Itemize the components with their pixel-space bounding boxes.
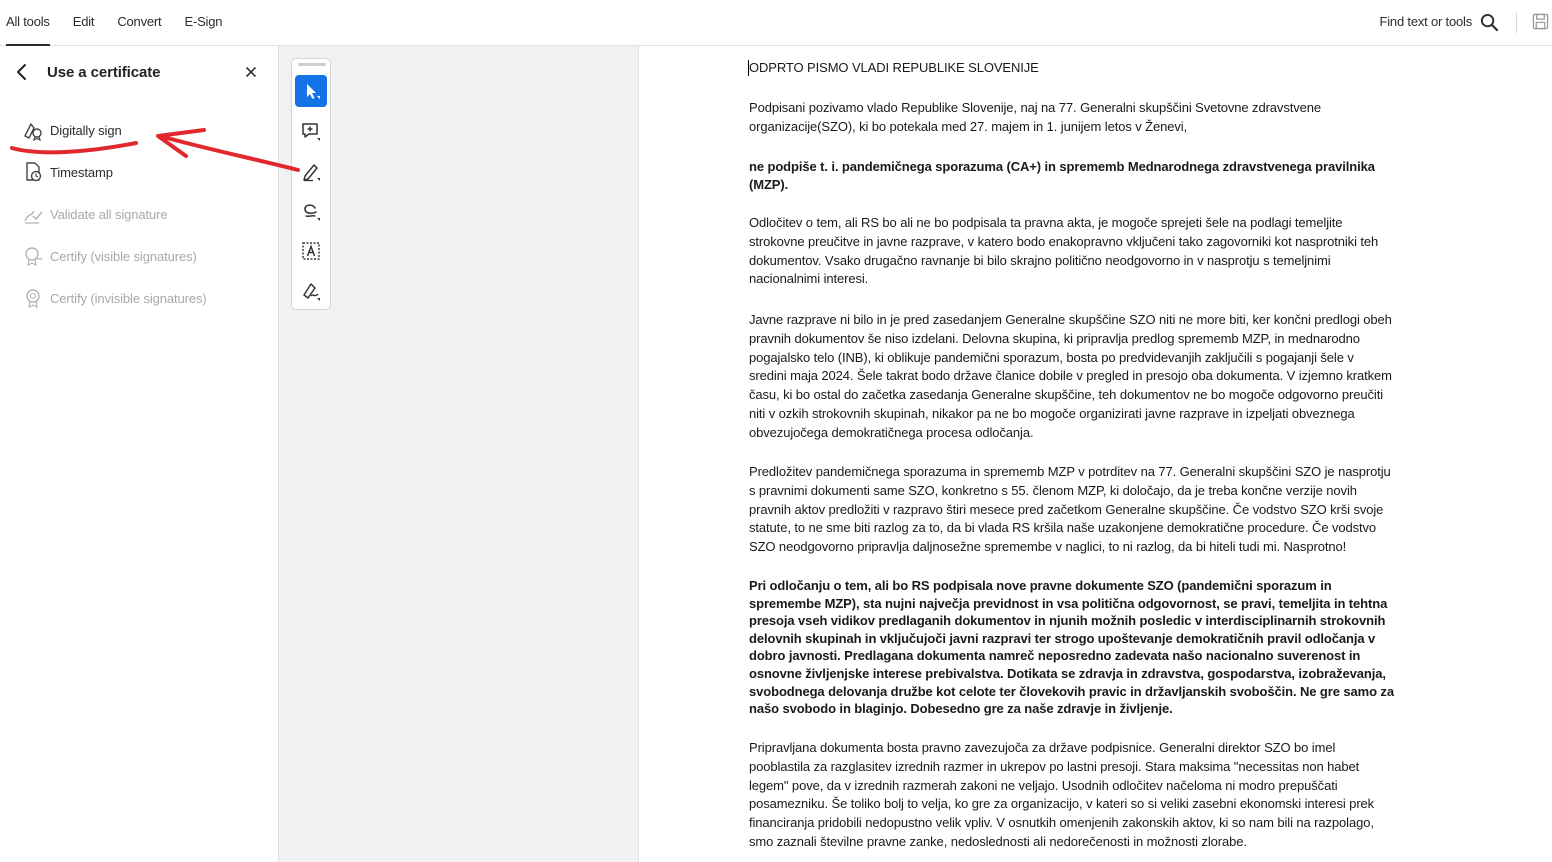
document-line: Predložitev pandemičnega sporazuma in sprememb MZP v potrditev na 77. Generalni skupščini SZO je nasprotju: [749, 464, 1391, 479]
timestamp-item[interactable]: [18, 156, 258, 188]
validate-all-signature-label: Validate all signature: [50, 206, 168, 222]
document-line: smo zaznali številne pravne zanke, nedoslednosti ali nedorečenosti in možnosti zlorabe.: [749, 833, 1247, 849]
search-icon[interactable]: [1480, 13, 1499, 32]
digital-sign-icon: [22, 119, 44, 141]
document-line: posamezniku. Še toliko bolj to velja, ko gre za organizacijo, v kateri so si veliki zasebni ekonomski interesi prek: [749, 796, 1375, 812]
menu-tabs: [0, 0, 239, 46]
close-icon[interactable]: [244, 65, 258, 79]
document-line: (MZP).: [749, 176, 789, 192]
sign-tool[interactable]: [295, 275, 327, 307]
save-icon[interactable]: [1532, 13, 1549, 30]
validate-all-signature-item: [18, 198, 258, 230]
certify-visible-item: [18, 240, 258, 272]
document-line: pravnih dokumentov še niso izdelani. Delovna skupina, ki pripravlja predlog sprememb MZP, in mednarodno: [749, 330, 1360, 346]
document-line: dokumentov. Vsako drugačno ravnanje bi bilo skrajno politično neodgovorno in v nasprotju s temeljnimi: [749, 252, 1331, 268]
document-line: dobro javnosti. Predlagana dokumenta namreč neposredno zadevata našo nacionalno suverenost in: [749, 648, 1361, 664]
document-line: spremembe MZP), sta nujni največja previdnost in vsa politična odgovornost, se pravi, temeljita in tehtna: [749, 595, 1388, 611]
text-box-icon: [300, 240, 322, 262]
tab-edit[interactable]: Edit: [72, 14, 95, 29]
pen-icon: [300, 160, 322, 182]
top-menu-bar: [0, 0, 1552, 46]
signature-pen-icon: [300, 280, 322, 302]
paragraph-7: [749, 739, 1442, 852]
document-line: svobodnega delovanja družbe kot celote ter človekovih pravic in državljanskih svoboščin. Ne gre samo za: [749, 683, 1394, 699]
digitally-sign-item[interactable]: [18, 114, 258, 146]
document-line: strokovne preučitve in javne razprave, v katero bodo enakopravno vključeni tako zagovorniki kot nasprotniki teh: [749, 233, 1379, 249]
document-line: statute, to ne sme biti razlog za to, da bi vlada RS kršila naše uzakonjene demokratične procedure. Če vodstvo: [749, 520, 1377, 536]
paragraph-4: [749, 311, 1442, 443]
document-line: SZO neodgovorno pripravlja daljnosežne spremembe v naglici, to ni razlog, da bi hiteli tudi mi. Nasprotno!: [749, 539, 1347, 555]
document-line: našo svobodo in blaginjo. Dobesedno gre za naše zdravje in življenje.: [749, 701, 1173, 717]
add-comment-tool[interactable]: [295, 115, 327, 147]
document-line: legem" pove, da v izrednih razmerah zakoni ne veljajo. Usodnih odločitev načeloma ni modro prepuščati: [749, 777, 1338, 793]
cursor-icon: [300, 80, 322, 102]
tool-strip: [279, 46, 639, 862]
document-line: niti v ozkih strokovnih skupinah, nikakor pa ne bo mogoče organizirati javne razprave in izpeljati obveznega: [749, 405, 1355, 421]
document-line: pravnih aktov predložiti v razpravo štiri mesece pred začetkom Generalne skupščine. Če vodstvo SZO krši svoje: [749, 501, 1384, 517]
paragraph-2-bold: [749, 158, 1442, 193]
document-line: osnovne življenjske interese prebivalstva. Dotikata se zdravja in zdravstva, gospodarstva, izobraževanja,: [749, 665, 1386, 681]
highlight-tool[interactable]: [295, 155, 327, 187]
document-heading: ODPRTO PISMO VLADI REPUBLIKE SLOVENIJE: [749, 60, 1039, 75]
panel-header: [0, 46, 279, 98]
tab-e-sign[interactable]: E-Sign: [184, 14, 223, 29]
document-line: Pripravljana dokumenta bosta pravno zavezujoča za države podpisnice. Generalni direktor SZO bo imel: [749, 740, 1336, 755]
document-line: s pravnimi dokumenti same SZO, konkretno s 55. členom MZP, ki določajo, da je treba končne verzije novih: [749, 482, 1357, 498]
certify-visible-label: Certify (visible signatures): [50, 248, 197, 264]
document-line: presoja vseh vidikov predlaganih dokumentov in njunih možnih posledic v interdisciplinarnih strokovnih: [749, 613, 1386, 629]
paragraph-1: [749, 99, 1442, 137]
certify-invisible-item: [18, 282, 258, 314]
document-line: času, ki bo ostal do začetka zasedanja Generalne skupščine, teh dokumentov ne bo mogoče odgovorno preučiti: [749, 387, 1384, 403]
document-line: pooblastila za razglasitev izrednih razmer in ukrepov po lastni presoji. Stara maksima "necessitas non habet: [749, 758, 1360, 774]
select-tool[interactable]: [295, 75, 327, 107]
paragraph-5: [749, 463, 1442, 557]
digitally-sign-label: Digitally sign: [50, 122, 122, 138]
document-line: organizacije(SZO), ki bo potekala med 27. majem in 1. junijem letos v Ženevi,: [749, 118, 1188, 134]
panel-title: Use a certificate: [47, 64, 161, 81]
document-line: nacionalnimi interesi.: [749, 271, 869, 287]
back-arrow-icon[interactable]: [12, 62, 32, 82]
tab-convert[interactable]: Convert: [117, 14, 162, 29]
draw-tool[interactable]: [295, 195, 327, 227]
freehand-icon: [300, 200, 322, 222]
document-line: Pri odločanju o tem, ali bo RS podpisala nove pravne dokumente SZO (pandemični sporazum in: [749, 578, 1332, 593]
tab-all-tools[interactable]: All tools: [0, 0, 56, 46]
find-text-or-tools[interactable]: Find text or tools: [1379, 14, 1472, 29]
document-line: financiranja pridobili nedopustno velik vpliv. V osnutkih omenjenih zakonskih aktov, ki so nam bili na razpolago,: [749, 815, 1374, 831]
comment-add-icon: [300, 120, 322, 142]
document-view[interactable]: [639, 46, 1552, 862]
document-line: sredini maja 2024. Šele takrat bodo države članice dobile v pregled in presojo oba dokumenta. V izjemno kratkem: [749, 368, 1392, 384]
validate-icon: [22, 203, 44, 225]
timestamp-icon: [22, 161, 44, 183]
toolbar-grip[interactable]: [298, 63, 326, 66]
certify-invisible-label: Certify (invisible signatures): [50, 290, 207, 306]
document-line: Podpisani pozivamo vlado Republike Slovenije, naj na 77. Generalni skupščini Svetovne zdravstvene: [749, 100, 1322, 115]
document-line: delovnih skupinah in vključujoči javni razpravi ter strogo upoštevanje demokratičnih pravil odločanja v: [749, 630, 1376, 646]
document-line: Odločitev o tem, ali RS bo ali ne bo podpisala ta pravna akta, je mogoče sprejeti šele na podlagi temeljite: [749, 215, 1343, 230]
text-tool[interactable]: [295, 235, 327, 267]
document-line: Javne razprave ni bilo in je pred zasedanjem Generalne skupščine SZO niti ne more biti, ker končni predlogi obeh: [749, 312, 1392, 327]
document-line: ne podpiše t. i. pandemičnega sporazuma (CA+) in sprememb Mednarodnega zdravstvenega pravilnika: [749, 159, 1375, 174]
quick-tools: [291, 58, 331, 310]
certify-invisible-icon: [22, 287, 44, 309]
certificate-panel: [0, 46, 279, 862]
document-line: obvezujočega demokratičnega procesa odločanja.: [749, 424, 1034, 440]
toolbar-separator: [1516, 13, 1517, 33]
document-line: pogajalsko telo (INB), ki oblikuje pandemični sporazum, bosta po predvidevanjih zaključili s pogajanji šele v: [749, 349, 1354, 365]
paragraph-6-bold: [749, 577, 1442, 718]
certify-visible-icon: [22, 245, 44, 267]
timestamp-label: Timestamp: [50, 164, 113, 180]
paragraph-3: [749, 214, 1442, 289]
